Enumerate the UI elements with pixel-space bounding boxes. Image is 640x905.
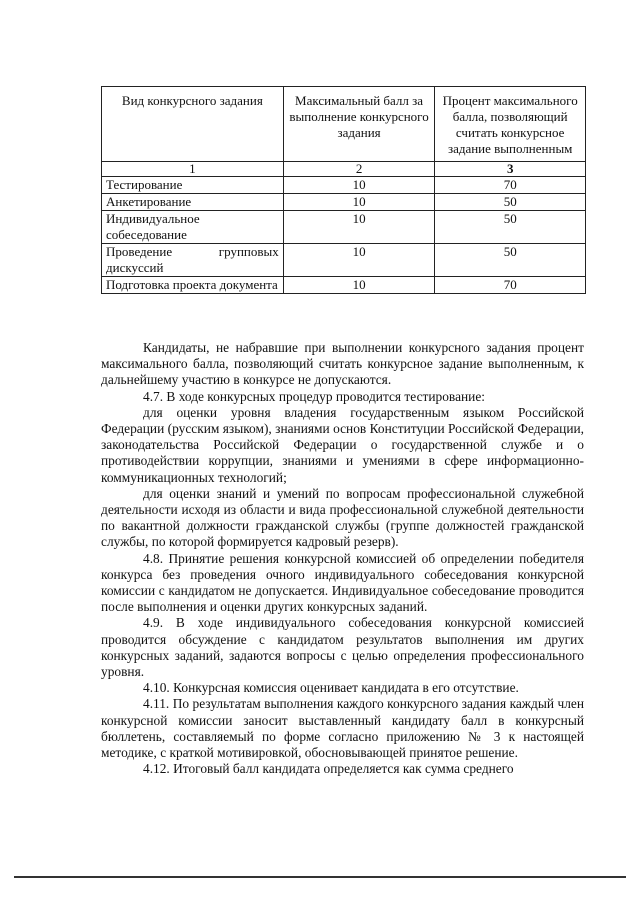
body-text [101,340,584,777]
paragraph-4-11: 4.11. По результатам выполнения каждого конкурсного задания каждый член конкурсной комиссии заносит выставленный кандидату балл в конкурсный бюллетень, составляемый по форме согласно приложению № 3 к настоящей методике, с краткой мотивировкой, обосновывающей принятое решение. [101,696,584,761]
max-score: 10 [283,211,435,244]
table-row [102,211,586,244]
page-bottom-rule [14,876,626,878]
percent-value: 50 [435,211,586,244]
task-name: Тестирование [102,177,284,194]
percent-value: 70 [435,177,586,194]
percent-value: 70 [435,277,586,294]
header-percent: Процент максимального балла, позволяющий считать конкурсное задание выполненным [435,87,586,162]
paragraph-4-9: 4.9. В ходе индивидуального собеседования конкурсной комиссией проводится обсуждение с кандидатом результатов выполнения им других конкурсных заданий, задаются вопросы с целью определения профессионального уровня. [101,615,584,680]
table-row [102,194,586,211]
index-cell: 2 [283,162,435,177]
header-task-type: Вид конкурсного задания [102,87,284,162]
table-row [102,277,586,294]
table-index-row [102,162,586,177]
task-name: Индивидуальное собеседование [102,211,284,244]
max-score: 10 [283,277,435,294]
task-name: Проведение групповых дискуссий [102,244,284,277]
table-row [102,177,586,194]
paragraph-4-8: 4.8. Принятие решения конкурсной комиссией об определении победителя конкурса без проведения очного индивидуального собеседования конкурсной комиссии с кандидатом не допускается. Индивидуальное собеседование проводится после выполнения и оценки других конкурсных заданий. [101,550,584,615]
paragraph-not-admitted: Кандидаты, не набравшие при выполнении конкурсного задания процент максимального балла, позволяющий считать конкурсное задание выполненным, к дальнейшему участию в конкурсе не допускаются. [101,340,584,388]
paragraph-testing-language: для оценки уровня владения государственным языком Российской Федерации (русским языком), знаниями основ Конституции Российской Федерации, законодательства Российской Федерации о государственной службе и о противодействии коррупции, знаниями и умениями в сфере информационно-коммуникационных технологий; [101,404,584,485]
percent-value: 50 [435,244,586,277]
table-header-row [102,87,586,162]
paragraph-4-12: 4.12. Итоговый балл кандидата определяется как сумма среднего [143,761,514,777]
task-name: Подготовка проекта документа [102,277,284,294]
paragraph-testing-professional: для оценки знаний и умений по вопросам профессиональной служебной деятельности исходя из области и вида профессиональной служебной деятельности по вакантной должности гражданской службы (группе должностей гражданской службы, по которой формируется кадровый резерв). [101,485,584,550]
percent-value: 50 [435,194,586,211]
paragraph-4-7: 4.7. В ходе конкурсных процедур проводится тестирование: [143,388,486,404]
max-score: 10 [283,194,435,211]
max-score: 10 [283,177,435,194]
max-score: 10 [283,244,435,277]
table-row [102,244,586,277]
index-cell: 3 [435,162,586,177]
contest-tasks-table [101,86,586,294]
header-max-score: Максимальный балл за выполнение конкурсного задания [283,87,435,162]
task-name: Анкетирование [102,194,284,211]
index-cell: 1 [102,162,284,177]
paragraph-4-10: 4.10. Конкурсная комиссия оценивает кандидата в его отсутствие. [143,680,519,696]
